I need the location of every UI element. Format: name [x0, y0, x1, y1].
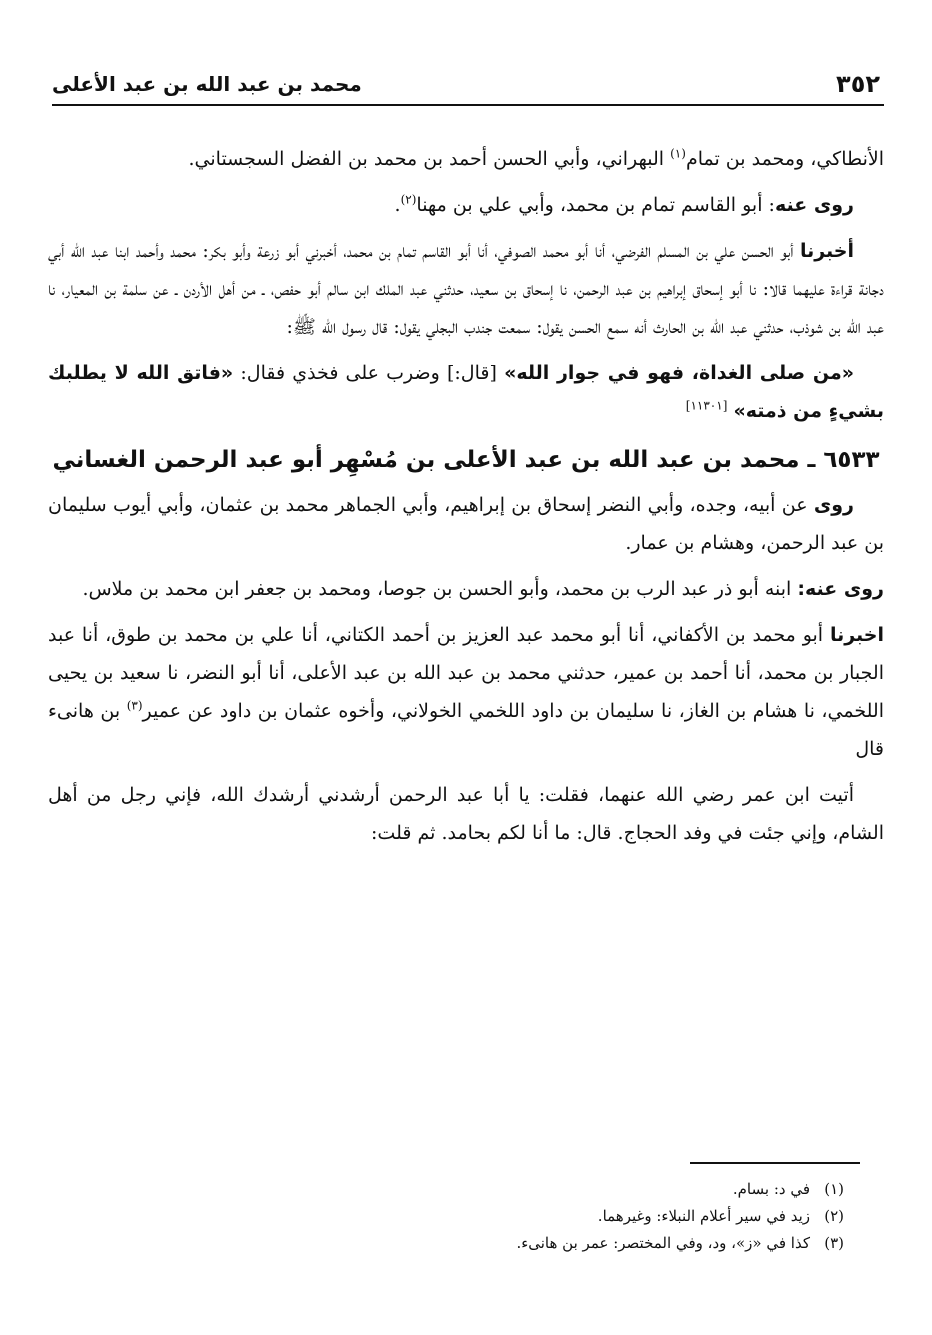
text-run: [قال:] وضرب على فخذي فقال: — [233, 362, 505, 384]
footnote-number: (٣) — [824, 1234, 844, 1252]
page-number: ٣٥٢ — [836, 70, 880, 98]
text-run: أتيت ابن عمر رضي الله عنهما، فقلت: يا أبا عبد الرحمن أرشدني أرشدك الله، فإني رجل من أهل الشام، وإني جئت في وفد الحجاج. قال: ما أنا لكم بحامد. ثم قلت: — [48, 784, 884, 844]
hadith-text-1: «من صلى الغداة، فهو في جوار الله» — [504, 362, 855, 384]
text-run: : أبو القاسم تمام بن محمد، وأبي علي بن مهنا — [416, 194, 775, 216]
page-header — [52, 70, 880, 104]
footnote-number: (١) — [824, 1180, 844, 1198]
footnotes — [48, 1176, 844, 1257]
keyword-rawa-anhu: روى عنه: — [797, 578, 884, 600]
running-title: محمد بن عبد الله بن عبد الأعلى — [52, 72, 362, 96]
hadith-text-2: «فاتق الله لا يطلبك بشيءٍ من ذمته» — [48, 362, 884, 422]
footnote-separator — [690, 1162, 860, 1164]
footnote-text: في د: بسام. — [732, 1180, 810, 1198]
text-run: عن أبيه، وجده، وأبي النضر إسحاق بن إبراهيم، وأبي الجماهر محمد بن عثمان، وأبي أيوب سليمان بن عبد الرحمن، وهشام بن عمار. — [48, 494, 884, 554]
footnote-ref-2: (٢) — [400, 192, 417, 207]
text-run: ابنه أبو ذر عبد الرب بن محمد، وأبو الحسن بن جوصا، ومحمد بن جعفر ابن محمد بن ملاس. — [82, 578, 798, 600]
footnote-3 — [48, 1230, 844, 1257]
text-run: الأنطاكي، ومحمد بن تمام — [685, 148, 884, 170]
footnote-2 — [48, 1203, 844, 1230]
paragraph-7 — [48, 616, 884, 768]
text-run: بن هانىء قال — [48, 700, 884, 760]
paragraph-3 — [48, 232, 884, 346]
paragraph-6 — [48, 570, 884, 608]
entry-heading: ٦٥٣٣ ـ محمد بن عبد الله بن عبد الأعلى بن مُسْهِر أبو عبد الرحمن الغساني — [52, 447, 880, 473]
paragraph-hadith — [48, 354, 884, 430]
footnote-text: زيد في سير أعلام النبلاء: وغيرهما. — [597, 1207, 810, 1225]
text-run: أبو الحسن علي بن المسلم الفرضي، أنا أبو محمد الصوفي، أنا أبو القاسم تمام بن محمد، أخبرني أبو زرعة وأبو بكر: محمد وأحمد ابنا عبد الله أبي دجانة قراءة عليهما قالا: نا أبو إسحاق إبراهيم بن عبد الرحمن، نا إسحاق بن سعيد، حدثني عبد الملك ابن سالم أبو حفص، ـ من أهل الأردن ـ عن سلمة بن المعيار، نا عبد الله بن شوذب، حدثني عبد الله بن الحارث أنه سمع الحسن يقول: سمعت جندب البجلي يقول: قال رسول الله ﷺ: — [48, 240, 884, 338]
keyword-rawa-anhu: روى عنه — [774, 194, 854, 216]
keyword-rawa: روى — [813, 494, 854, 516]
text-run: . — [394, 194, 401, 216]
paragraph-1 — [48, 140, 884, 178]
keyword-akhbarana: اخبرنا — [829, 624, 884, 646]
footnote-number: (٢) — [824, 1207, 844, 1225]
text-run: أبو محمد بن الأكفاني، أنا أبو محمد عبد العزيز بن أحمد الكتاني، أنا علي بن محمد بن طوق، أنا عبد الجبار بن محمد، أنا أحمد بن عمير، حدثني محمد بن عبد الله بن عبد الأعلى، أنا أبو النضر، نا سعيد بن يحيى اللخمي، نا هشام بن الغاز، نا سليمان بن داود اللخمي الخولاني، وأخوه عثمان بن داود عن عمير — [48, 624, 885, 722]
footnote-1 — [48, 1176, 844, 1203]
keyword-akhbarana: أخبرنا — [799, 240, 854, 262]
header-rule — [52, 104, 884, 106]
paragraph-8 — [48, 776, 884, 852]
footnote-ref-1: (١) — [670, 146, 686, 161]
text-run: البهراني، وأبي الحسن أحمد بن محمد بن الفضل السجستاني. — [188, 148, 671, 170]
paragraph-5 — [48, 486, 884, 562]
hadith-number: [١١٣٠١] — [685, 398, 728, 413]
main-text — [48, 140, 884, 860]
footnote-text: كذا في «ز»، ود، وفي المختصر: عمر بن هانىء. — [516, 1234, 810, 1252]
paragraph-2 — [48, 186, 884, 224]
footnote-ref-3: (٣) — [126, 698, 143, 713]
